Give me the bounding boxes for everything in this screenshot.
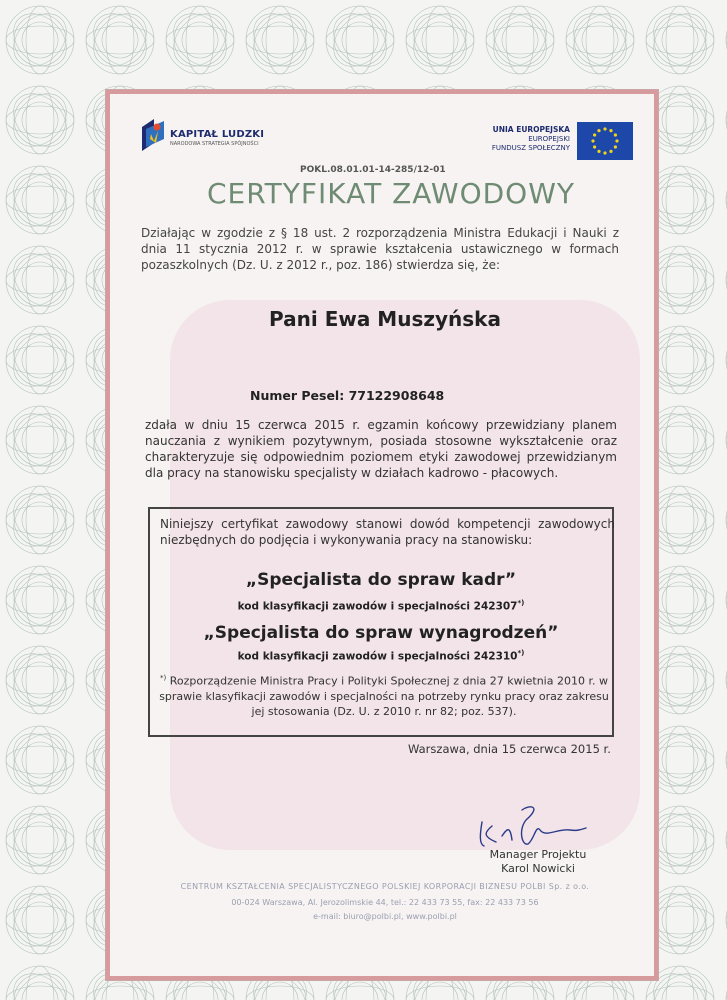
manager-name: Karol Nowicki <box>501 862 575 875</box>
kapital-ludzki-title: KAPITAŁ LUDZKI <box>170 129 265 140</box>
job-code-2-mark: *) <box>517 649 525 657</box>
eu-star-icon <box>597 129 600 132</box>
qualification-intro: Niniejszy certyfikat zawodowy stanowi dowód kompetencji zawodowych niezbędnych do podjęcia i wykonywania pracy na stanowisku: <box>160 517 615 547</box>
eu-label <box>470 125 570 153</box>
job-code-2 <box>150 649 612 663</box>
legal-intro: Działając w zgodzie z § 18 ust. 2 rozporządzenia Ministra Edukacji i Nauki z dnia 11 stycznia 2012 r. w sprawie kształcenia ustawicznego w formach pozaszkolnych (Dz. U. z 2012 r., poz. 186) stwierdza się, że: <box>141 226 619 272</box>
manager-block <box>478 848 598 876</box>
eu-star-icon <box>614 145 617 148</box>
eu-line-1: UNIA EUROPEJSKA <box>492 125 570 134</box>
signature-icon <box>470 800 590 850</box>
job-code-2-text: kod klasyfikacji zawodów i specjalności 242310 <box>237 650 518 663</box>
footer-organization: CENTRUM KSZTAŁCENIA SPECJALISTYCZNEGO POLSKIEJ KORPORACJI BIZNESU POLBI Sp. z o.o. <box>180 882 590 891</box>
place-date: Warszawa, dnia 15 czerwca 2015 r. <box>408 742 611 756</box>
job-title-1: „Specjalista do spraw kadr” <box>245 570 517 590</box>
footnote <box>158 671 610 719</box>
footer-contact: e-mail: biuro@polbi.pl, www.polbi.pl <box>313 912 457 921</box>
reference-number: POKL.08.01.01-14-285/12-01 <box>300 165 446 175</box>
kapital-ludzki-subtitle: NARODOWA STRATEGIA SPÓJNOŚCI <box>170 141 259 147</box>
certificate-title: CERTYFIKAT ZAWODOWY <box>207 177 576 210</box>
job-code-1 <box>150 599 612 613</box>
eu-star-icon <box>603 127 606 130</box>
eu-star-icon <box>614 133 617 136</box>
exam-statement: zdała w dniu 15 czerwca 2015 r. egzamin końcowy przewidziany planem nauczania z wynikiem pozytywnym, posiada stosowne wykształcenie oraz charakteryzuje się odpowiednim poziomem etyki zawodowej przewidzianym dla pracy na stanowisku specjalisty w działach kadrowo - płacowych. <box>145 418 617 480</box>
footnote-text: Rozporządzenie Ministra Pracy i Polityki Społecznej z dnia 27 kwietnia 2010 r. w sprawie klasyfikacji zawodów i specjalności na potrzeby rynku pracy oraz zakresu jej stosowania (Dz. U. z 2010 r. nr 82; poz. 537). <box>159 674 609 718</box>
recipient-name: Pani Ewa Muszyńska <box>269 307 501 331</box>
eu-star-icon <box>591 139 594 142</box>
eu-line-3: FUNDUSZ SPOŁECZNY <box>491 144 570 152</box>
kapital-ludzki-logo-icon <box>140 117 166 153</box>
eu-star-icon <box>609 129 612 132</box>
eu-star-icon <box>609 150 612 153</box>
job-title-2: „Specjalista do spraw wynagrodzeń” <box>203 623 559 643</box>
eu-star-icon <box>593 145 596 148</box>
eu-line-2: EUROPEJSKI <box>528 135 570 143</box>
footnote-mark: *) <box>160 674 167 682</box>
manager-role: Manager Projektu <box>489 848 587 861</box>
eu-star-icon <box>615 139 618 142</box>
pesel-number: Numer Pesel: 77122908648 <box>250 388 445 403</box>
job-code-1-text: kod klasyfikacji zawodów i specjalności 242307 <box>237 600 518 613</box>
footer-address: 00-024 Warszawa, Al. Jerozolimskie 44, tel.: 22 433 73 55, fax: 22 433 73 56 <box>231 898 539 907</box>
eu-flag-icon <box>577 122 633 160</box>
eu-star-icon <box>597 150 600 153</box>
job-code-1-mark: *) <box>517 599 525 607</box>
eu-star-icon <box>603 151 606 154</box>
eu-star-icon <box>593 133 596 136</box>
